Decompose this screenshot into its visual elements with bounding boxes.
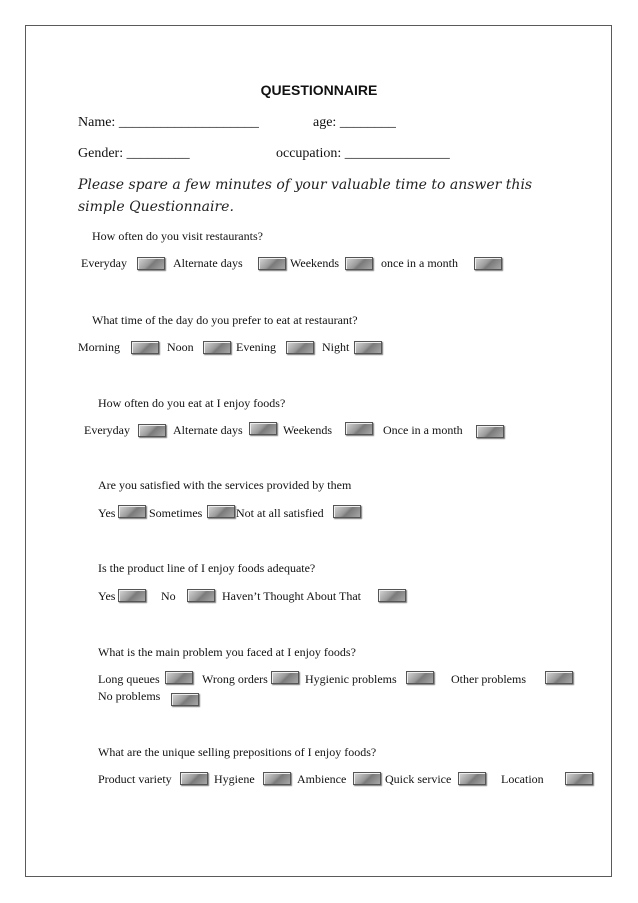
q6-option-wrong-orders-checkbox[interactable] [271,671,299,684]
q1-option-alternate-days-label: Alternate days [173,256,243,270]
question-6-text: What is the main problem you faced at I enjoy foods? [98,645,356,659]
q6-option-long-queues-checkbox[interactable] [165,671,193,684]
q7-option-ambience-label: Ambience [297,772,347,786]
q1-option-once-a-month-label: once in a month [381,256,458,270]
q2-option-morning-label: Morning [78,340,120,354]
q1-option-weekends-checkbox[interactable] [345,257,373,270]
q3-option-everyday-checkbox[interactable] [138,424,166,437]
question-3-text: How often do you eat at I enjoy foods? [98,396,286,410]
q1-option-weekends-label: Weekends [290,256,340,270]
q7-option-quick-service-label: Quick service [385,772,452,786]
q5-option-yes-checkbox[interactable] [118,589,146,602]
q4-option-yes-label: Yes [98,506,116,520]
q6-option-hygienic-problems-label: Hygienic problems [305,672,397,686]
q5-option-havent-thought-label: Haven’t Thought About That [222,589,361,603]
occupation-field[interactable]: occupation: _______________ [276,146,450,161]
q7-option-location-label: Location [501,772,544,786]
gender-field[interactable]: Gender: _________ [78,146,190,161]
q5-option-no-label: No [161,589,176,603]
q5-option-no-checkbox[interactable] [187,589,215,602]
q7-option-quick-service-checkbox[interactable] [458,772,486,785]
q2-option-morning-checkbox[interactable] [131,341,159,354]
q5-option-havent-thought-checkbox[interactable] [378,589,406,602]
q7-option-location-checkbox[interactable] [565,772,593,785]
q7-option-product-variety-checkbox[interactable] [180,772,208,785]
question-1-text: How often do you visit restaurants? [92,229,263,243]
q7-option-hygiene-checkbox[interactable] [263,772,291,785]
age-field[interactable]: age: ________ [313,115,396,130]
q4-option-sometimes-checkbox[interactable] [207,505,235,518]
question-5-text: Is the product line of I enjoy foods adequate? [98,561,316,575]
q3-option-alternate-days-checkbox[interactable] [249,422,277,435]
q1-option-everyday-checkbox[interactable] [137,257,165,270]
q4-option-not-satisfied-label: Not at all satisfied [236,506,324,520]
q2-option-night-label: Night [322,340,350,354]
q6-option-long-queues-label: Long queues [98,672,160,686]
question-4-text: Are you satisfied with the services provided by them [98,478,352,492]
q6-option-wrong-orders-label: Wrong orders [202,672,268,686]
q6-option-hygienic-problems-checkbox[interactable] [406,671,434,684]
intro-text: Please spare a few minutes of your valuable time to answer this simple Questionnaire. [78,177,533,215]
q3-option-everyday-label: Everyday [84,423,130,437]
q3-option-weekends-checkbox[interactable] [345,422,373,435]
name-field[interactable]: Name: ____________________ [78,115,259,130]
q2-option-night-checkbox[interactable] [354,341,382,354]
q5-option-yes-label: Yes [98,589,116,603]
q7-option-hygiene-label: Hygiene [214,772,255,786]
q1-option-alternate-days-checkbox[interactable] [258,257,286,270]
q6-option-other-problems-label: Other problems [451,672,526,686]
q2-option-noon-checkbox[interactable] [203,341,231,354]
q3-option-alternate-days-label: Alternate days [173,423,243,437]
q6-option-no-problems-label: No problems [98,689,161,703]
q1-option-everyday-label: Everyday [81,256,127,270]
q4-option-not-satisfied-checkbox[interactable] [333,505,361,518]
q4-option-yes-checkbox[interactable] [118,505,146,518]
q6-option-no-problems-checkbox[interactable] [171,693,199,706]
q3-option-once-a-month-checkbox[interactable] [476,425,504,438]
q2-option-evening-checkbox[interactable] [286,341,314,354]
q6-option-other-problems-checkbox[interactable] [545,671,573,684]
q7-option-product-variety-label: Product variety [98,772,172,786]
q7-option-ambience-checkbox[interactable] [353,772,381,785]
q4-option-sometimes-label: Sometimes [149,506,203,520]
q2-option-noon-label: Noon [167,340,194,354]
question-2-text: What time of the day do you prefer to eat at restaurant? [92,313,358,327]
q1-option-once-a-month-checkbox[interactable] [474,257,502,270]
q3-option-weekends-label: Weekends [283,423,333,437]
page-title: QUESTIONNAIRE [260,82,378,98]
question-7-text: What are the unique selling prepositions of I enjoy foods? [98,745,377,759]
q3-option-once-a-month-label: Once in a month [383,423,463,437]
q2-option-evening-label: Evening [236,340,276,354]
